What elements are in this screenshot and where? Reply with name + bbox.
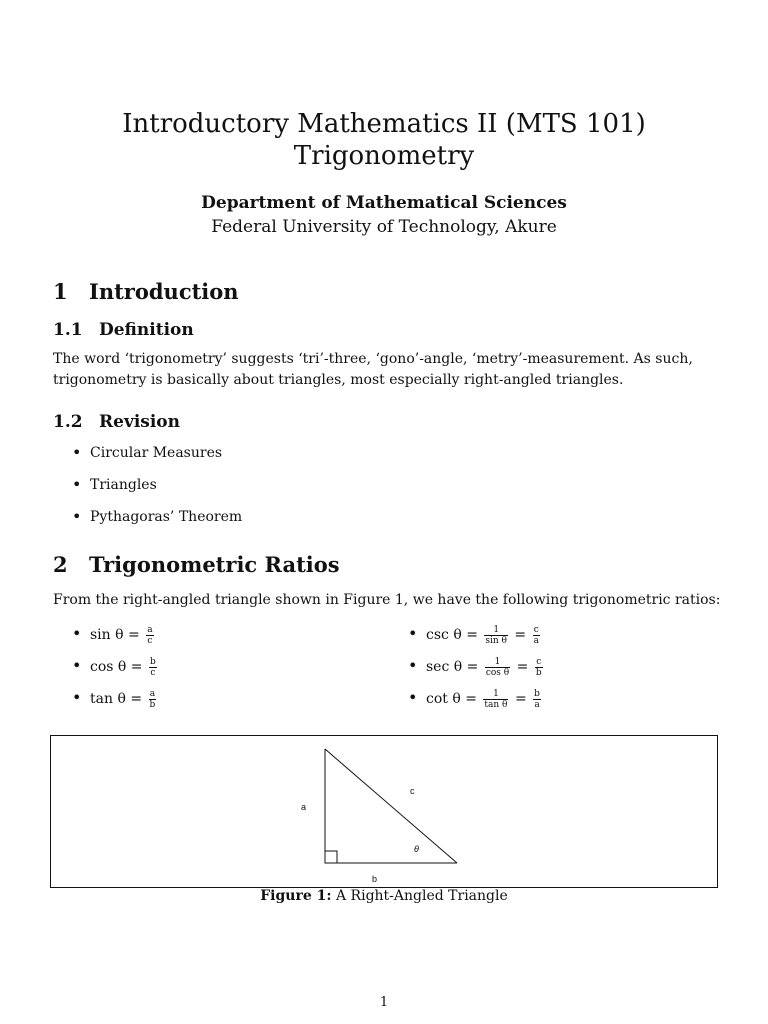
- subsection-number: 1.2: [53, 412, 83, 432]
- bullet-icon: •: [72, 624, 82, 643]
- label-theta: θ: [414, 844, 419, 854]
- ratio-lhs: cos θ =: [90, 659, 143, 675]
- fraction: [149, 689, 157, 710]
- numerator: a: [149, 688, 156, 699]
- figure-1-box: [50, 735, 718, 888]
- ratio-lhs: sec θ =: [426, 659, 479, 675]
- numerator: c: [536, 656, 542, 667]
- department-name: Department of Mathematical Sciences: [201, 193, 567, 213]
- tan-ratio: [72, 688, 158, 710]
- revision-list: [72, 443, 242, 539]
- right-angle-marker: [325, 851, 337, 863]
- numerator: 1: [483, 689, 508, 700]
- numerator: a: [147, 624, 153, 635]
- sec-ratio: [408, 656, 545, 678]
- equals-sign: =: [516, 659, 529, 675]
- right-triangle-diagram: [51, 736, 717, 887]
- ratios-intro-paragraph: From the right-angled triangle shown in Figure 1, we have the following trigonometric ratios:: [53, 592, 721, 608]
- list-item: • Triangles: [72, 475, 242, 507]
- label-b: b: [372, 874, 378, 884]
- bullet-icon: •: [72, 688, 82, 707]
- section-number: 1: [53, 279, 68, 304]
- subsection-title: Revision: [99, 412, 181, 432]
- numerator: 1: [484, 625, 508, 636]
- hypotenuse-c-line: [325, 749, 457, 863]
- numerator: 1: [485, 657, 510, 668]
- fraction: [535, 657, 543, 678]
- title-line-2: Trigonometry: [293, 141, 475, 171]
- list-item: • Pythagoras’ Theorem: [72, 507, 242, 539]
- section-number: 2: [53, 552, 68, 577]
- csc-ratio: [408, 624, 542, 646]
- numerator: b: [149, 656, 156, 667]
- fraction: [533, 689, 541, 710]
- subsection-title: Definition: [99, 320, 194, 340]
- ratio-lhs: tan θ =: [90, 691, 143, 707]
- numerator: b: [534, 688, 540, 699]
- bullet-icon: •: [72, 656, 82, 675]
- university-name: Federal University of Technology, Akure: [211, 217, 557, 237]
- label-a: a: [301, 802, 307, 812]
- page-number: 1: [379, 995, 389, 1010]
- denominator: sin θ: [485, 635, 507, 646]
- fraction: [485, 657, 510, 678]
- list-item: • Circular Measures: [72, 443, 242, 475]
- bullet-icon: •: [408, 688, 418, 707]
- denominator: tan θ: [484, 699, 508, 710]
- fraction: [533, 625, 540, 646]
- ratio-lhs: csc θ =: [426, 627, 478, 643]
- cos-ratio: [72, 656, 159, 678]
- fraction: [483, 689, 508, 710]
- bullet-icon: •: [408, 656, 418, 675]
- denominator: b: [149, 699, 156, 710]
- denominator: cos θ: [485, 667, 510, 678]
- title-line-1: Introductory Mathematics II (MTS 101): [122, 109, 646, 139]
- definition-paragraph: The word ‘trigonometry’ suggests ‘tri’-three, ‘gono’-angle, ‘metry’-measurement. As such, trigonometry is basically about triangles, most especially right-angled triangles.: [53, 351, 693, 388]
- section-2-heading: [53, 552, 340, 577]
- bullet-icon: •: [408, 624, 418, 643]
- denominator: a: [534, 699, 540, 710]
- denominator: b: [535, 667, 542, 678]
- ratio-lhs: cot θ =: [426, 691, 477, 707]
- section-1-heading: [53, 279, 239, 304]
- sin-ratio: [72, 624, 156, 646]
- caption-text: A Right-Angled Triangle: [335, 888, 508, 904]
- section-title: Introduction: [89, 279, 239, 304]
- section-title: Trigonometric Ratios: [89, 552, 340, 577]
- caption-label: Figure 1:: [260, 888, 332, 904]
- fraction: [149, 657, 157, 678]
- denominator: c: [147, 635, 153, 646]
- denominator: c: [150, 667, 156, 678]
- fraction: [146, 625, 153, 646]
- subsection-1-1-heading: [53, 320, 194, 340]
- document-title: [0, 108, 768, 172]
- numerator: c: [533, 624, 539, 635]
- equals-sign: =: [514, 691, 527, 707]
- cot-ratio: [408, 688, 543, 710]
- denominator: a: [533, 635, 539, 646]
- label-c: c: [410, 786, 415, 796]
- equals-sign: =: [514, 627, 527, 643]
- figure-caption: [0, 888, 768, 904]
- ratio-lhs: sin θ =: [90, 627, 140, 643]
- subsection-number: 1.1: [53, 320, 83, 340]
- fraction: [484, 625, 508, 646]
- subsection-1-2-heading: [53, 412, 180, 432]
